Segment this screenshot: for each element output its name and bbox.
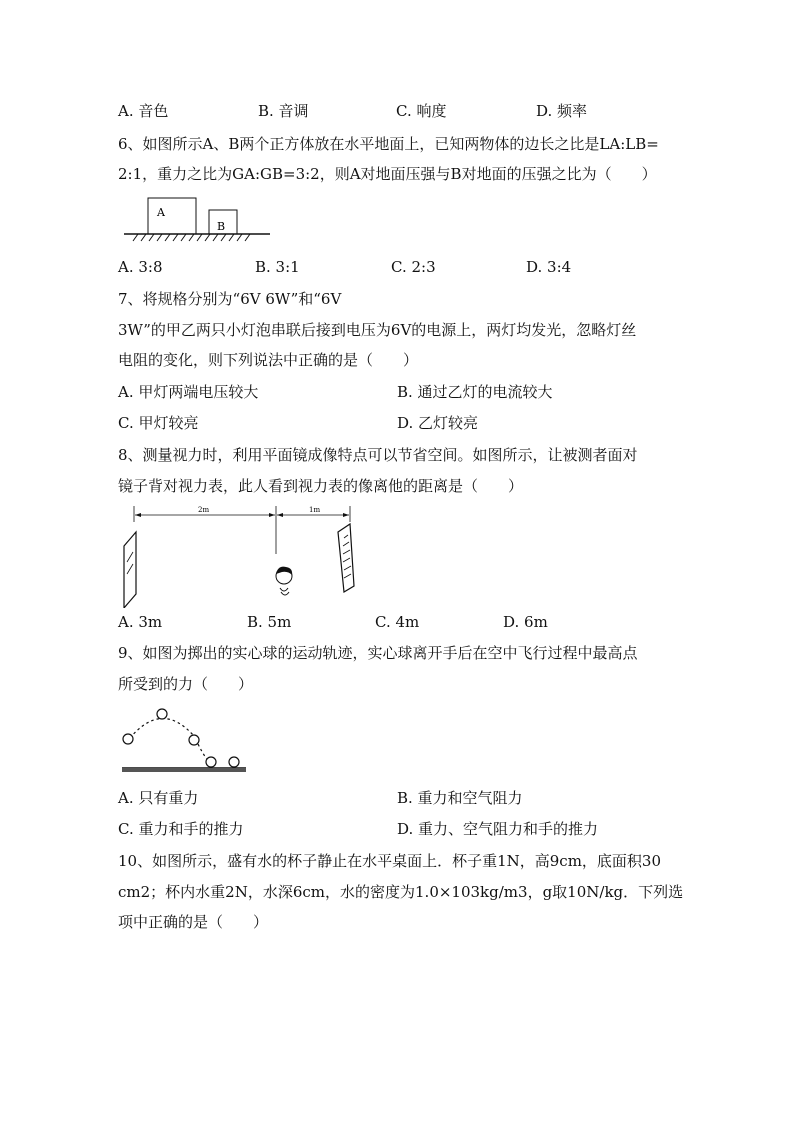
ground-hatch [133,234,250,241]
ball-rolling [229,757,239,767]
q10-stem-line-2: cm2；杯内水重2N，水深6cm，水的密度为1.0×103kg/m3，g取10N/kg．下列选 [118,883,684,901]
cube-b-label: B [217,220,226,233]
q6-stem-line-1: 6、如图所示A、B两个正方体放在水平地面上，已知两物体的边长之比是LA:LB= [118,135,659,153]
q9-option-c: C. 重力和手的推力 [118,820,244,838]
q5-option-d: D. 频率 [536,102,588,120]
trajectory-path [130,718,194,738]
q8-option-c: C. 4m [375,613,420,631]
q8-option-d: D. 6m [503,613,548,631]
q9-stem-line-2: 所受到的力（ ） [118,675,254,693]
q5-option-c: C. 响度 [396,102,447,120]
cube-a [148,198,196,234]
ball-top [157,709,167,719]
q9-figure-ball-trajectory [118,702,258,776]
q7-stem-line-3: 电阻的变化，则下列说法中正确的是（ ） [118,351,419,369]
mirror-icon [124,532,136,608]
ground-hatch [122,768,246,772]
q5-option-a: A. 音色 [118,102,169,120]
q7-stem-line-2: 3W”的甲乙两只小灯泡串联后接到电压为6V的电源上，两灯均发光，忽略灯丝 [118,321,637,339]
q9-option-a: A. 只有重力 [118,789,199,807]
q10-stem-line-3: 项中正确的是（ ） [118,913,269,931]
dimension-label-1m: 1m [309,506,321,514]
q8-stem-line-2: 镜子背对视力表，此人看到视力表的像离他的距离是（ ） [118,477,524,495]
q8-option-a: A. 3m [118,613,163,631]
q6-option-d: D. 3:4 [526,258,572,276]
q10-stem-line-1: 10、如图所示，盛有水的杯子静止在水平桌面上．杯子重1N，高9cm，底面积30 [118,852,662,870]
q6-option-c: C. 2:3 [391,258,436,276]
ball-start [123,734,133,744]
q8-stem-line-1: 8、测量视力时，利用平面镜成像特点可以节省空间。如图所示，让被测者面对 [118,446,638,464]
q6-figure-cubes [120,194,280,248]
q7-option-b: B. 通过乙灯的电流较大 [397,383,553,401]
q7-option-c: C. 甲灯较亮 [118,414,199,432]
dimension-label-2m: 2m [198,506,210,514]
q5-option-b: B. 音调 [258,102,309,120]
q7-option-d: D. 乙灯较亮 [397,414,479,432]
ball-landing [206,757,216,767]
q9-option-d: D. 重力、空气阻力和手的推力 [397,820,599,838]
q7-option-a: A. 甲灯两端电压较大 [118,383,259,401]
person-icon [276,567,292,595]
q9-option-b: B. 重力和空气阻力 [397,789,523,807]
q6-option-b: B. 3:1 [255,258,300,276]
q8-figure-eye-test [118,502,368,608]
q6-stem-line-2: 2:1，重力之比为GA:GB=3:2，则A对地面压强与B对地面的压强之比为（ ） [118,165,657,183]
ball-falling [189,735,199,745]
cube-a-label: A [157,206,165,219]
q8-option-b: B. 5m [247,613,292,631]
q9-stem-line-1: 9、如图为掷出的实心球的运动轨迹，实心球离开手后在空中飞行过程中最高点 [118,644,638,662]
q6-option-a: A. 3:8 [118,258,163,276]
q7-stem-line-1: 7、将规格分别为“6V 6W”和“6V [118,290,342,308]
eye-chart-icon [338,524,354,592]
